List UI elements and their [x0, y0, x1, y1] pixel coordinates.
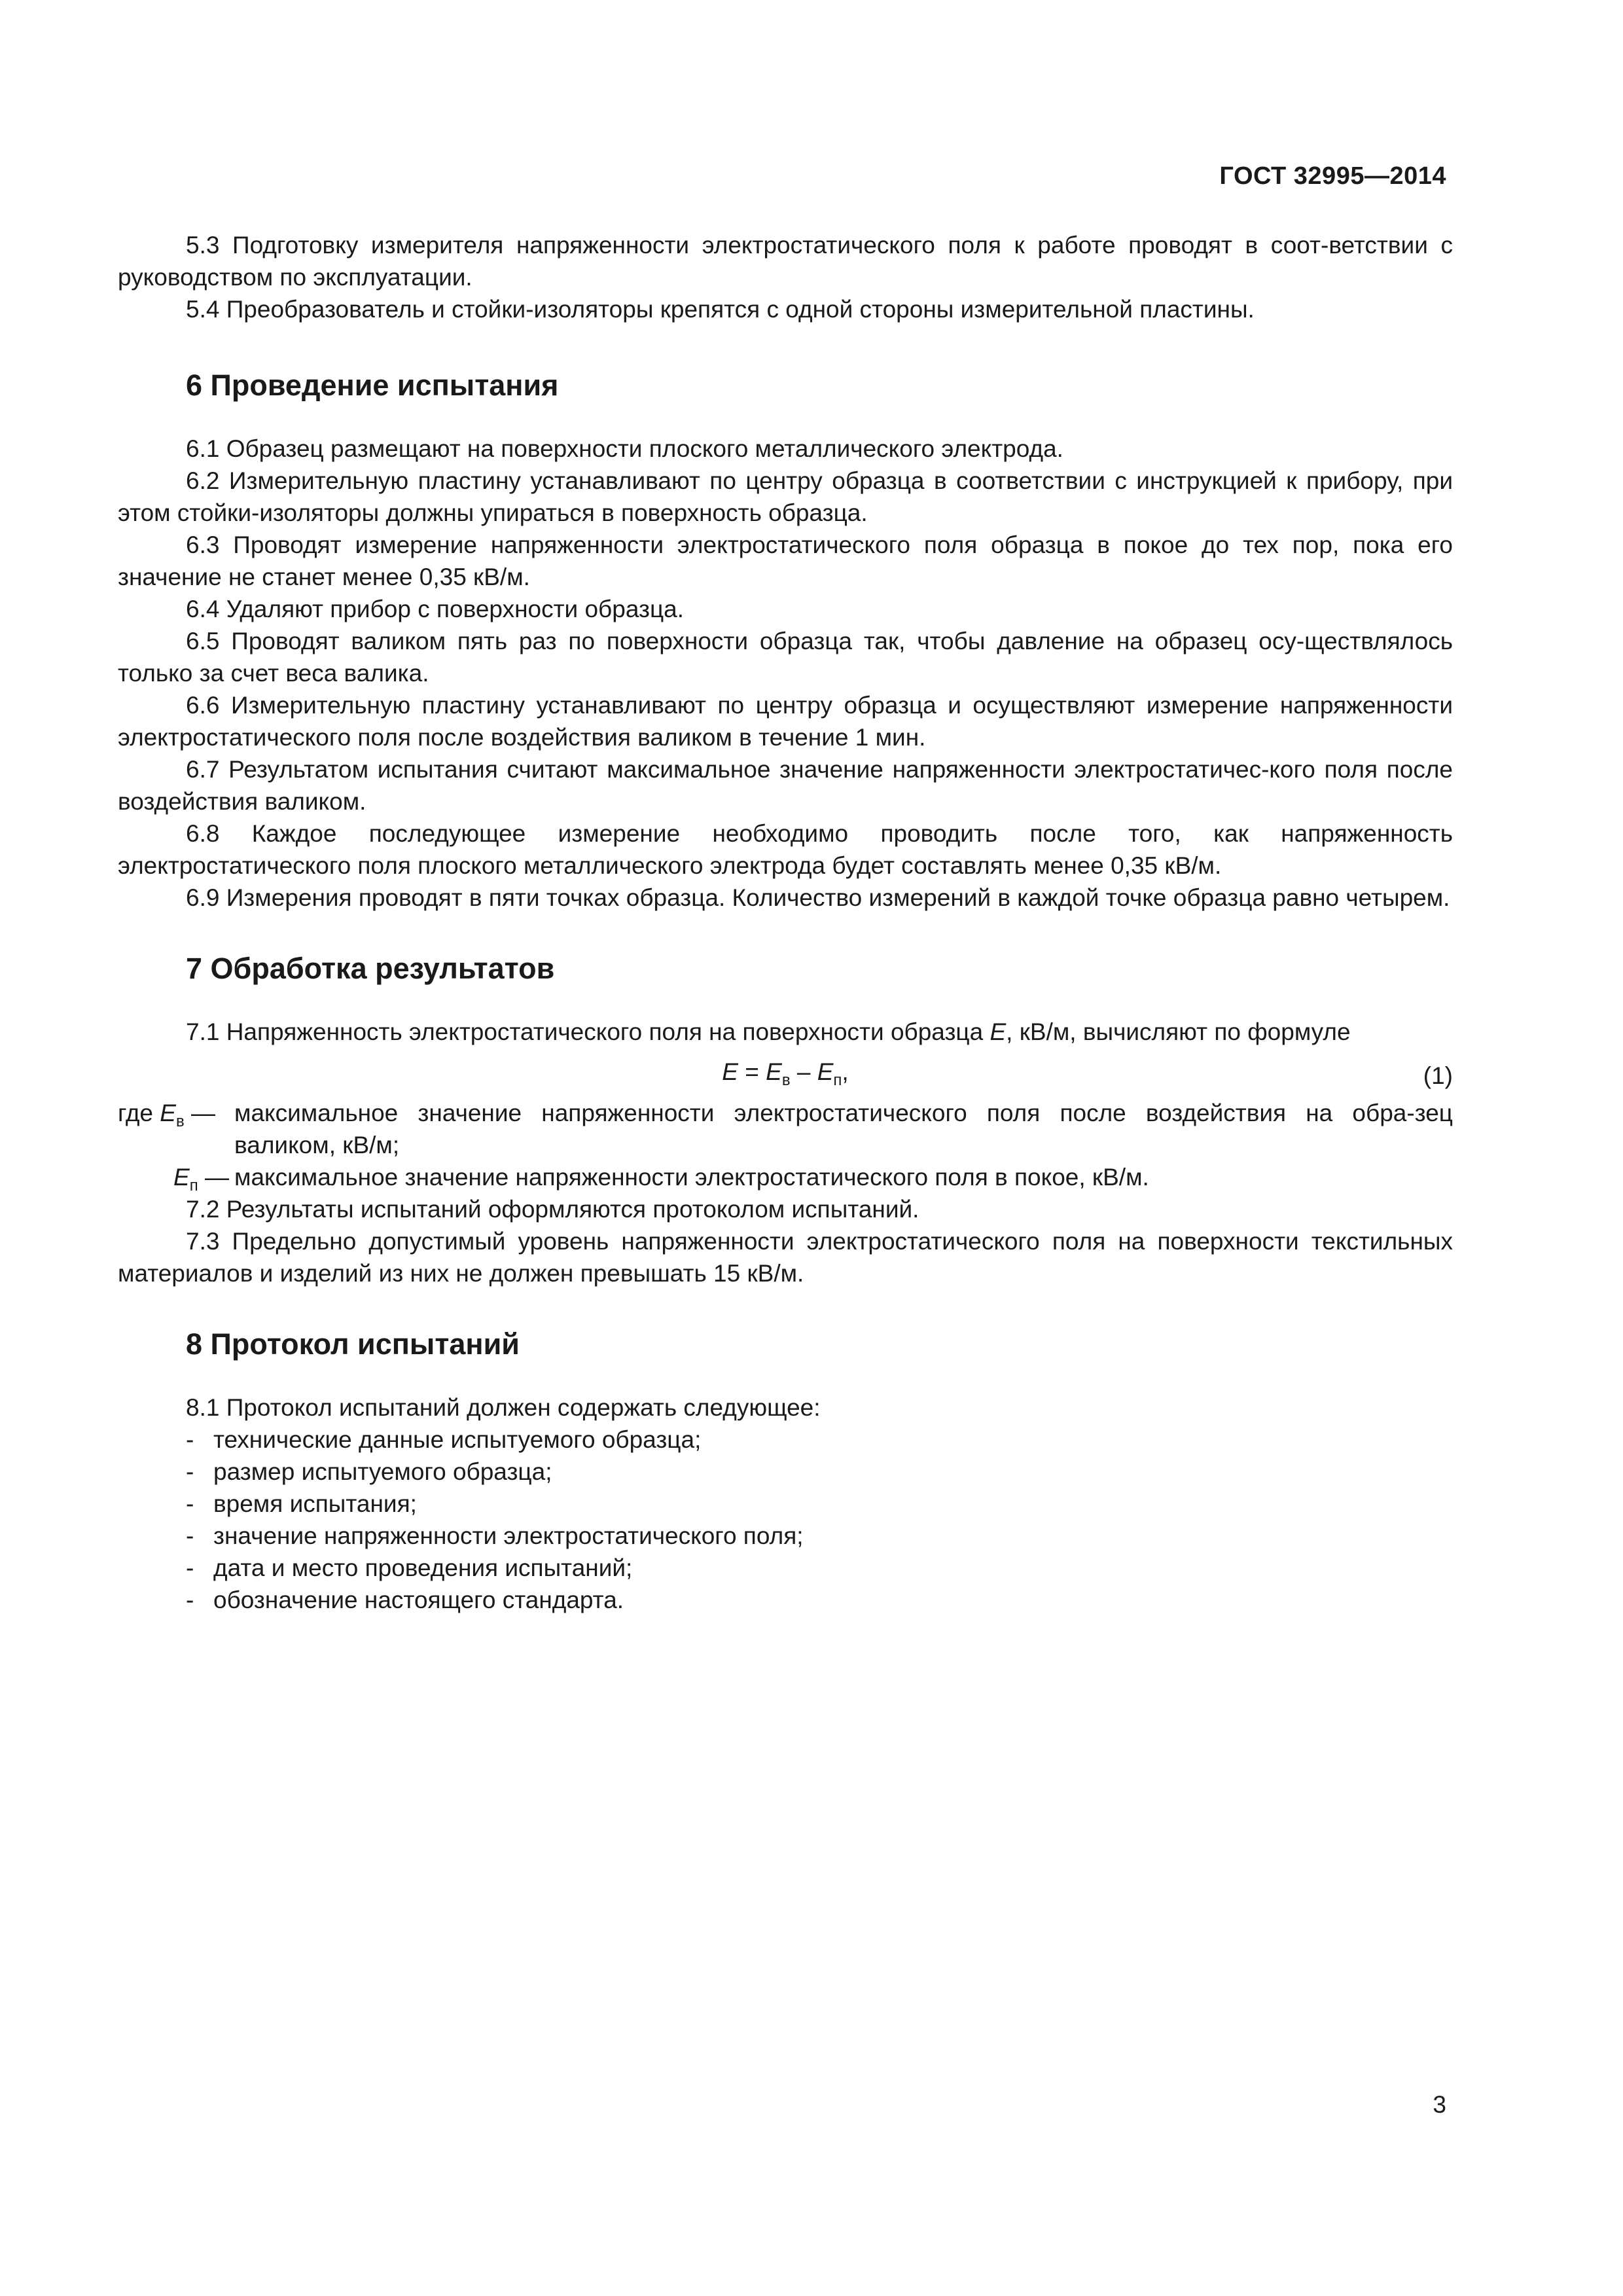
- formula-number: (1): [1423, 1062, 1453, 1089]
- paragraph-6-6: 6.6 Измерительную пластину устанавливают по центру образца и осуществляют измерение напряженности электростатического поля после воздействия валиком в течение 1 мин.: [118, 692, 1453, 751]
- list-item: [118, 1456, 1453, 1488]
- formula-minus: –: [790, 1058, 817, 1085]
- formula-tail: ,: [842, 1058, 849, 1085]
- paragraph-6-4: 6.4 Удаляют прибор с поверхности образца.: [186, 596, 684, 622]
- definition-prefix: где: [118, 1100, 160, 1126]
- paragraph-6-5: 6.5 Проводят валиком пять раз по поверхности образца так, чтобы давление на образец осу-ществлялось только за счет веса валика.: [118, 628, 1453, 687]
- paragraph-8-1: 8.1 Протокол испытаний должен содержать следующее:: [186, 1394, 821, 1421]
- definition-symbol-subscript: в: [175, 1113, 185, 1130]
- paragraph-6-2: 6.2 Измерительную пластину устанавливают по центру образца в соответствии с инструкцией к прибору, при этом стойки-изоляторы должны упираться в поверхность образца.: [118, 467, 1453, 526]
- section-7-title: 7 Обработка результатов: [186, 952, 555, 985]
- section-6-title: 6 Проведение испытания: [186, 368, 559, 402]
- list-item-text: дата и место проведения испытаний;: [213, 1554, 633, 1581]
- formula-term-2-subscript: п: [833, 1071, 842, 1089]
- list-item-text: обозначение настоящего стандарта.: [213, 1587, 624, 1613]
- document-body: [118, 229, 1453, 1616]
- definition-dash: —: [198, 1164, 229, 1191]
- list-dash: -: [186, 1554, 194, 1581]
- definition-symbol-subscript: п: [189, 1177, 198, 1194]
- paragraph-7-1-text-end: , кВ/м, вычисляют по формуле: [1006, 1018, 1351, 1045]
- list-item: [118, 1424, 1453, 1456]
- paragraph-5-4: 5.4 Преобразователь и стойки-изоляторы крепятся с одной стороны измерительной пластины.: [186, 296, 1255, 323]
- formula-row: [118, 1053, 1453, 1096]
- document-code-header: ГОСТ 32995—2014: [1219, 162, 1446, 190]
- list-dash: -: [186, 1426, 194, 1453]
- paragraph-6-7: 6.7 Результатом испытания считают максимальное значение напряженности электростатичес-кого поля после воздействия валиком.: [118, 756, 1453, 815]
- list-item: [118, 1520, 1453, 1552]
- definition-e-p: [118, 1161, 1453, 1193]
- section-8-title: 8 Протокол испытаний: [186, 1327, 520, 1361]
- definition-symbol-letter: E: [173, 1164, 190, 1191]
- definition-text: максимальное значение напряженности электростатического поля в покое, кВ/м.: [234, 1164, 1149, 1191]
- definition-text: максимальное значение напряженности электростатического поля после воздействия на обра-зец валиком, кВ/м;: [234, 1100, 1453, 1158]
- list-item: [118, 1552, 1453, 1584]
- paragraph-6-8: 6.8 Каждое последующее измерение необходимо проводить после того, как напряженность электростатического поля плоского металлического электрода будет составлять менее 0,35 кВ/м.: [118, 820, 1453, 879]
- list-item-text: технические данные испытуемого образца;: [213, 1426, 702, 1453]
- definition-symbol: [118, 1161, 234, 1193]
- definition-dash: —: [184, 1100, 215, 1126]
- formula: [118, 1056, 1453, 1088]
- paragraph-6-9: 6.9 Измерения проводят в пяти точках образца. Количество измерений в каждой точке образца равно четырем.: [186, 884, 1450, 911]
- list-dash: -: [186, 1490, 194, 1517]
- paragraph-5-3: 5.3 Подготовку измерителя напряженности электростатического поля к работе проводят в соот-ветствии с руководством по эксплуатации.: [118, 232, 1453, 291]
- paragraph-6-3: 6.3 Проводят измерение напряженности электростатического поля образца в покое до тех пор, пока его значение не станет менее 0,35 кВ/м.: [118, 531, 1453, 590]
- page-number: 3: [1433, 2091, 1446, 2118]
- formula-definitions: [118, 1097, 1453, 1193]
- list-item: [118, 1488, 1453, 1520]
- list-item-text: время испытания;: [213, 1490, 417, 1517]
- formula-term-1-subscript: в: [781, 1071, 791, 1089]
- list-dash: -: [186, 1522, 194, 1549]
- list-dash: -: [186, 1587, 194, 1613]
- formula-equals: =: [738, 1058, 766, 1085]
- definition-symbol: [118, 1097, 234, 1161]
- formula-term-1: E: [766, 1058, 782, 1085]
- protocol-contents-list: [118, 1424, 1453, 1616]
- definition-e-v: [118, 1097, 1453, 1161]
- paragraph-6-1: 6.1 Образец размещают на поверхности плоского металлического электрода.: [186, 435, 1063, 462]
- field-strength-symbol: E: [990, 1018, 1007, 1045]
- list-item-text: размер испытуемого образца;: [213, 1458, 552, 1485]
- formula-term-2: E: [817, 1058, 834, 1085]
- paragraph-7-1-text-start: 7.1 Напряженность электростатического поля на поверхности образца: [186, 1018, 990, 1045]
- definition-symbol-letter: E: [160, 1100, 176, 1126]
- paragraph-7-2: 7.2 Результаты испытаний оформляются протоколом испытаний.: [186, 1196, 919, 1223]
- list-dash: -: [186, 1458, 194, 1485]
- list-item-text: значение напряженности электростатического поля;: [213, 1522, 804, 1549]
- formula-lhs: E: [722, 1058, 738, 1085]
- list-item: [118, 1584, 1453, 1616]
- paragraph-7-1: [118, 1016, 1453, 1048]
- paragraph-7-3: 7.3 Предельно допустимый уровень напряженности электростатического поля на поверхности текстильных материалов и изделий из них не должен превышать 15 кВ/м.: [118, 1228, 1453, 1287]
